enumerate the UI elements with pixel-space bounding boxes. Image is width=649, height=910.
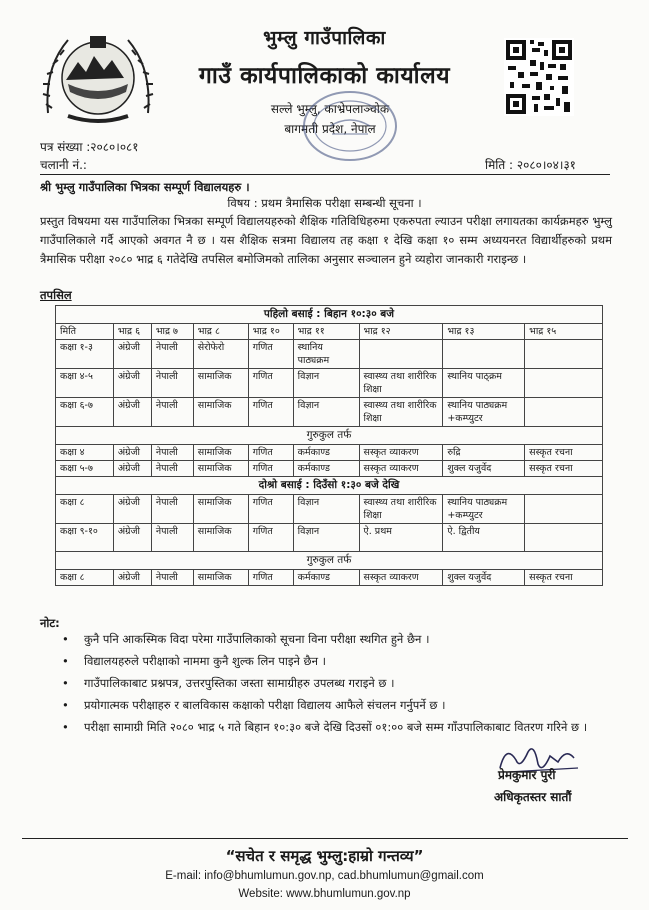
column-header: भाद्र १० [248, 324, 293, 340]
schedule-band-row [56, 477, 603, 495]
table-cell [525, 495, 603, 524]
table-cell: नेपाली [151, 461, 193, 477]
table-cell: विज्ञान [293, 495, 359, 524]
column-header: भाद्र ६ [113, 324, 151, 340]
signer-name: प्रेमकुमार पुरी [498, 768, 556, 782]
table-cell: नेपाली [151, 445, 193, 461]
bullet-icon: • [62, 676, 69, 690]
table-cell: सामाजिक [193, 369, 248, 398]
table-cell: सस्कृत व्याकरण [359, 461, 443, 477]
table-cell: सामाजिक [193, 570, 248, 586]
table-cell: शुक्ल यजुर्वेद [443, 461, 525, 477]
table-cell: स्वास्थ्य तथा शारीरिक शिक्षा [359, 495, 443, 524]
column-header: भाद्र ७ [151, 324, 193, 340]
notes-list [58, 630, 598, 740]
column-header: भाद्र १३ [443, 324, 525, 340]
table-cell: गणित [248, 445, 293, 461]
exam-schedule-table [55, 305, 603, 586]
dispatch-number: चलानी नं.: [40, 158, 87, 172]
address-line-2: बागमती प्रदेश, नेपाल [284, 122, 376, 136]
table-cell: कर्मकाण्ड [293, 570, 359, 586]
footer-motto: “सचेत र समृद्ध भुम्लु:हाम्रो गन्तव्य” [225, 847, 424, 865]
table-cell: अंग्रेजी [113, 461, 151, 477]
footer-email[interactable]: E-mail: info@bhumlumun.gov.np, cad.bhumlumun@gmail.com [165, 870, 484, 882]
table-cell: अंग्रेजी [113, 398, 151, 427]
table-cell: स्थानिय पाठ्यक्रम +कम्प्युटर [443, 495, 525, 524]
table-header-row [56, 324, 603, 340]
table-cell: नेपाली [151, 398, 193, 427]
table-cell: सस्कृत व्याकरण [359, 570, 443, 586]
table-cell: नेपाली [151, 369, 193, 398]
table-cell: सस्कृत रचना [525, 461, 603, 477]
schedule-band-row [56, 306, 603, 324]
table-cell: ऐ. द्वितीय [443, 524, 525, 552]
table-cell: सस्कृत रचना [525, 445, 603, 461]
subject-line: विषय : प्रथम त्रैमासिक परीक्षा सम्बन्धी सूचना । [227, 196, 422, 210]
note-text: परीक्षा सामाग्री मिति २०८० भाद्र ५ गते बिहान १०:३० बजे देखि दिउसों ०१:०० बजे सम्म गाँउपालिकाबाट वितरण गरिने छ । [84, 720, 588, 734]
table-cell: सामाजिक [193, 398, 248, 427]
table-cell [359, 340, 443, 369]
addressee: श्री भुम्लु गाउँपालिका भित्रका सम्पूर्ण विद्यालयहरु । [40, 180, 250, 194]
table-cell: कक्षा ९-१० [56, 524, 114, 552]
note-text: विद्यालयहरुले परीक्षाको नाममा कुनै शुल्क लिन पाइने छैन । [84, 654, 326, 668]
column-header: मिति [56, 324, 114, 340]
note-label: नोट: [40, 616, 60, 630]
table-cell: सामाजिक [193, 445, 248, 461]
table-cell: गणित [248, 461, 293, 477]
table-cell: विज्ञान [293, 398, 359, 427]
table-cell: स्वास्थ्य तथा शारीरिक शिक्षा [359, 369, 443, 398]
table-cell: स्थानिय पाठ्यक्रम +कम्प्युटर [443, 398, 525, 427]
list-item [58, 718, 598, 737]
table-cell: नेपाली [151, 570, 193, 586]
signer-title: अधिकृतस्तर सातौं [494, 790, 572, 804]
bullet-icon: • [62, 632, 69, 646]
table-cell: सेरोफेरो [193, 340, 248, 369]
table-cell: स्थानिय पाठ्क्रम [443, 369, 525, 398]
schedule-band-row [56, 552, 603, 570]
schedule-band-label: पहिलो बसाई : बिहान १०:३० बजे [56, 306, 603, 324]
table-cell: सस्कृत व्याकरण [359, 445, 443, 461]
letter-date: मिति : २०८०।०४।३१ [485, 158, 576, 172]
table-cell: कक्षा ४ [56, 445, 114, 461]
table-cell: सस्कृत रचना [525, 570, 603, 586]
table-cell: नेपाली [151, 524, 193, 552]
schedule-band-row [56, 427, 603, 445]
table-row [56, 398, 603, 427]
office-stamp-icon [300, 86, 400, 166]
table-cell: कक्षा १-३ [56, 340, 114, 369]
table-cell: नेपाली [151, 495, 193, 524]
table-cell [525, 398, 603, 427]
body-paragraph: प्रस्तुत विषयमा यस गाउँपालिका भित्रका सम्पूर्ण विद्यालयहरुको शैक्षिक गतिविधिहरुमा एकरुपता ल्याउन परीक्षा लगायतका कार्यक्रमहरु भुम्लु गाउँपालिकाले गर्दै आएको अवगत नै छ । यस शैक्षिक सत्रमा विद्यालय तह कक्षा १ देखि कक्षा १० सम्म अध्ययनरत विद्यार्थीहरुको प्रथम त्रैमासिक परीक्षा २०८० भाद्र ६ गतेदेखि तपसिल बमोजिमको तालिका अनुसार सञ्चालन हुने व्यहोरा जानकारी गराइन्छ । [40, 214, 612, 266]
note-text: प्रयोगात्मक परीक्षाहरु र बालविकास कक्षाको परीक्षा विद्यालय आफैले संचलन गर्नुपर्ने छ । [84, 698, 446, 712]
table-cell: अंग्रेजी [113, 369, 151, 398]
table-cell: कक्षा ५-७ [56, 461, 114, 477]
table-cell [525, 524, 603, 552]
table-row [56, 445, 603, 461]
address-line-1: सल्ले भुम्लु, काभ्रेपलाञ्चोक [270, 102, 390, 116]
column-header: भाद्र १२ [359, 324, 443, 340]
bullet-icon: • [62, 654, 69, 668]
office-name: गाउँ कार्यपालिकाको कार्यालय [198, 63, 451, 89]
table-cell: शुक्ल यजुर्वेद [443, 570, 525, 586]
table-cell: सामाजिक [193, 524, 248, 552]
table-cell: कक्षा ६-७ [56, 398, 114, 427]
table-cell: स्थानिय पाठ्यक्रम [293, 340, 359, 369]
list-item [58, 674, 598, 693]
table-row [56, 524, 603, 552]
table-cell [525, 369, 603, 398]
table-cell: नेपाली [151, 340, 193, 369]
table-cell: अंग्रेजी [113, 495, 151, 524]
table-cell: गणित [248, 570, 293, 586]
schedule-heading: तपसिल [40, 288, 72, 302]
header-divider [40, 174, 610, 175]
table-cell: कर्मकाण्ड [293, 461, 359, 477]
table-cell: सामाजिक [193, 495, 248, 524]
bullet-icon: • [62, 698, 69, 712]
column-header: भाद्र ११ [293, 324, 359, 340]
table-cell: ऐ. प्रथम [359, 524, 443, 552]
table-cell: अंग्रेजी [113, 570, 151, 586]
schedule-band-label: गुरुकुल तर्फ [56, 427, 603, 445]
table-cell: गणित [248, 340, 293, 369]
table-cell: अंग्रेजी [113, 340, 151, 369]
table-cell: स्वास्थ्य तथा शारीरिक शिक्षा [359, 398, 443, 427]
table-cell: अंग्रेजी [113, 445, 151, 461]
table-cell: गणित [248, 524, 293, 552]
note-text: गाउँपालिकाबाट प्रश्नपत्र, उत्तरपुस्तिका जस्ता सामाग्रीहरु उपलब्ध गराइने छ । [84, 676, 395, 690]
bullet-icon: • [62, 720, 69, 734]
table-cell: कक्षा ८ [56, 495, 114, 524]
table-cell: विज्ञान [293, 369, 359, 398]
table-cell: विज्ञान [293, 524, 359, 552]
table-cell [443, 340, 525, 369]
table-cell [525, 340, 603, 369]
list-item [58, 696, 598, 715]
municipality-name: भुम्लु गाउँपालिका [263, 27, 386, 49]
footer-website[interactable]: Website: www.bhumlumun.gov.np [238, 888, 411, 900]
letter-number: पत्र संख्या :२०८०।०८१ [40, 140, 139, 154]
table-row [56, 340, 603, 369]
table-cell: गणित [248, 398, 293, 427]
schedule-band-label: दोश्रो बसाई : दिउँसो १:३० बजे देखि [56, 477, 603, 495]
note-text: कुनै पनि आकस्मिक विदा परेमा गाउँपालिकाको सूचना विना परीक्षा स्थगित हुने छैन । [84, 632, 430, 646]
column-header: भाद्र १५ [525, 324, 603, 340]
table-row [56, 495, 603, 524]
table-cell: गणित [248, 369, 293, 398]
table-row [56, 570, 603, 586]
table-cell: सामाजिक [193, 461, 248, 477]
footer-divider [22, 838, 628, 839]
table-cell: कर्मकाण्ड [293, 445, 359, 461]
table-cell: गणित [248, 495, 293, 524]
table-cell: कक्षा ४-५ [56, 369, 114, 398]
table-cell: अंग्रेजी [113, 524, 151, 552]
list-item [58, 652, 598, 671]
schedule-band-label: गुरुकुल तर्फ [56, 552, 603, 570]
table-cell: रुद्रि [443, 445, 525, 461]
table-cell: कक्षा ८ [56, 570, 114, 586]
table-row [56, 461, 603, 477]
table-row [56, 369, 603, 398]
column-header: भाद्र ८ [193, 324, 248, 340]
list-item [58, 630, 598, 649]
